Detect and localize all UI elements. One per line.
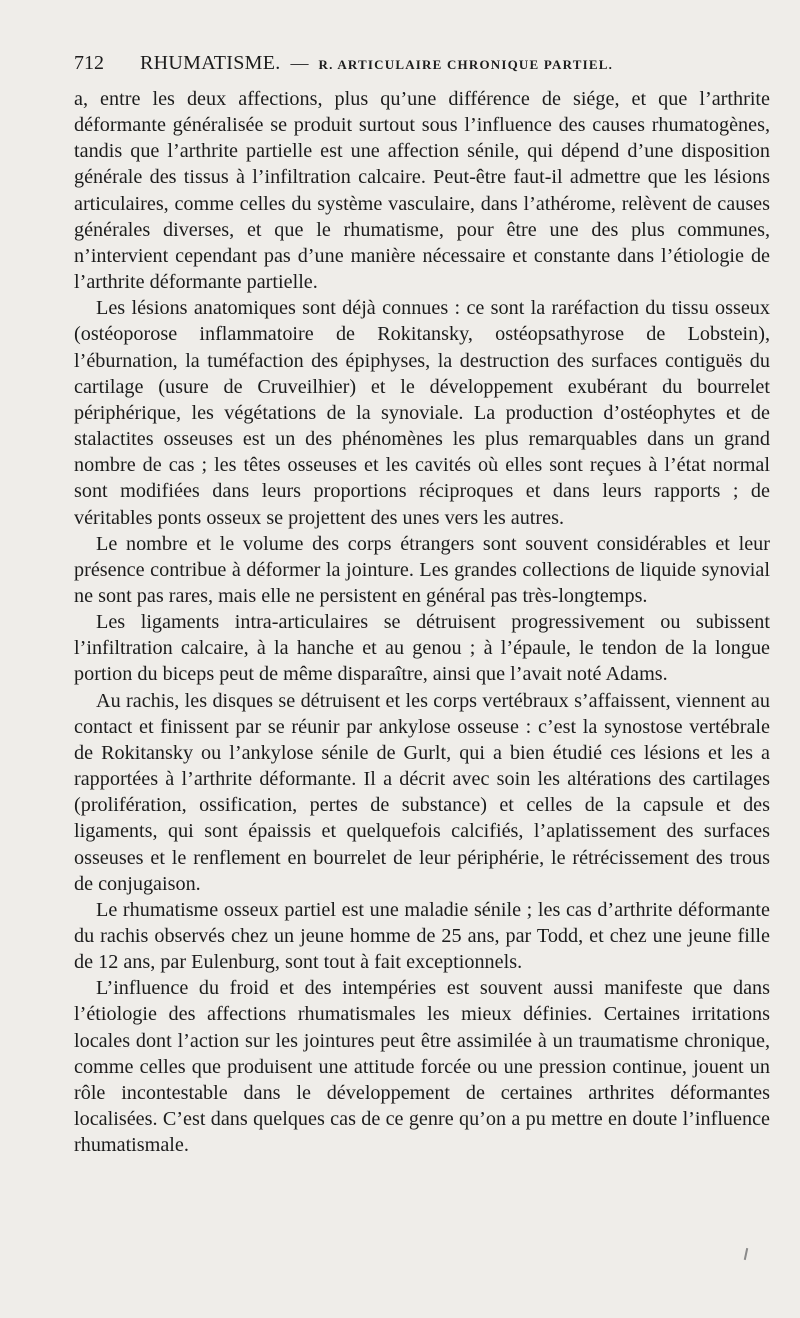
page-header	[74, 52, 770, 84]
paragraph: L’influence du froid et des intempéries est souvent aussi manifeste que dans l’étiologie des affections rhumatismales les mieux définies. Certaines irritations locales dont l’action sur les jointures peut être assimilée à un traumatisme chronique, comme celles que produisent une attitude forcée ou une pression continue, jouent un rôle incontestable dans le développement de certaines arthrites déformantes localisées. C’est dans quelques cas de ce genre qu’on a pu mettre en doute l’influence rhumatismale.	[74, 977, 770, 1157]
running-subtitle: R. ARTICULAIRE CHRONIQUE PARTIEL.	[318, 57, 614, 72]
paragraph: Les ligaments intra-articulaires se détruisent progressivement ou subissent l’infiltration calcaire, à la hanche et au genou ; à l’épaule, le tendon de la longue portion du biceps peut de même disparaître, ainsi que l’avait noté Adams.	[74, 611, 770, 686]
paragraph: Le nombre et le volume des corps étrangers sont souvent considérables et leur présence contribue à déformer la jointure. Les grandes collections de liquide synovial ne sont pas rares, mais elle ne persistent en général pas très-longtemps.	[74, 532, 770, 607]
paragraph: Le rhumatisme osseux partiel est une maladie sénile ; les cas d’arthrite déformante du rachis observés chez un jeune homme de 25 ans, par Todd, et chez une jeune fille de 12 ans, par Eulenburg, sont tout à fait exceptionnels.	[74, 898, 770, 974]
page-number: 712	[74, 52, 104, 74]
paragraph: Au rachis, les disques se détruisent et les corps vertébraux s’affaissent, viennent au contact et finissent par se réunir par ankylose osseuse : c’est la synostose vertébrale de Rokitansky ou l’ankylose sénile de Gurlt, qui a bien étudié ces lésions et les a rapportées à l’arthrite déformante. Il a décrit avec soin les altérations des cartilages (prolifération, ossification, pertes de substance) et celles de la capsule et des ligaments, qui sont épaissis et quelquefois calcifiés, l’aplatissement des surfaces osseuses et le renflement en bourrelet de leur périphérie, le rétrécissement des trous de conjugaison.	[74, 689, 770, 895]
paragraph: a, entre les deux affections, plus qu’une différence de siége, et que l’arthrite déformante généralisée se produit surtout sous l’influence des causes rhumatogènes, tandis que l’arthrite partielle est une affection sénile, qui dépend d’une disposition générale des tissus à l’infiltration calcaire. Peut-être faut-il admettre que les lésions articulaires, comme celles du système vasculaire, dans l’athérome, relèvent de causes générales diverses, et que le rhumatisme, pour être une des plus communes, n’intervient cependant pas d’une manière nécessaire et constante dans l’étiologie de l’arthrite déformante partielle.	[74, 88, 770, 294]
paragraph: Les lésions anatomiques sont déjà connues : ce sont la raréfaction du tissu osseux (ostéoporose inflammatoire de Rokitansky, ostéopsathyrose de Lobstein), l’éburnation, la tuméfaction des épiphyses, la destruction des surfaces contiguës du cartilage (usure de Cruveilhier) et le développement exubérant du bourrelet périphérique, les végétations de la synoviale. La production d’ostéophytes et de stalactites osseuses est un des phénomènes les plus remarquables dans un grand nombre de cas ; les têtes osseuses et les cavités où elles sont reçues à l’état normal sont modifiées dans leurs proportions réciproques et dans leurs rapports ; de véritables ponts osseux se projettent des unes vers les autres.	[74, 297, 770, 529]
header-separator: —	[290, 53, 309, 73]
ink-mark	[744, 1248, 748, 1260]
body-text	[74, 86, 770, 1158]
running-title: RHUMATISME.	[140, 52, 281, 74]
